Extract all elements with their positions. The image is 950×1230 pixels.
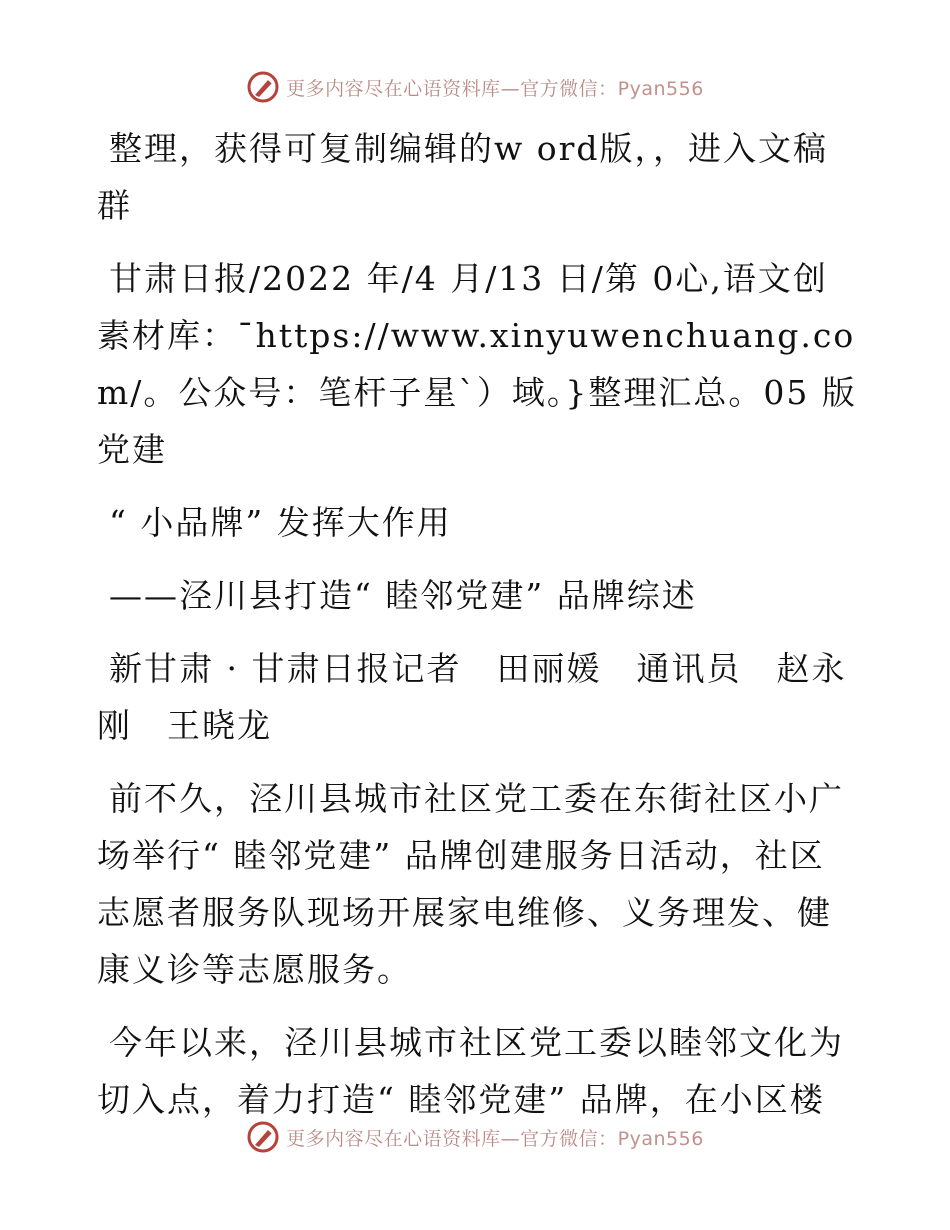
watermark-text: 更多内容尽在心语资料库—官方微信：Pyan556 (286, 1127, 704, 1150)
pen-circle-logo-icon (246, 70, 280, 104)
article-title: “ 小品牌” 发挥大作用 (109, 503, 452, 542)
byline: 新甘肃 · 甘肃日报记者 田丽媛 通讯员 赵永刚 王晓龙 (97, 649, 847, 745)
watermark-text: 更多内容尽在心语资料库—官方微信：Pyan556 (286, 77, 704, 100)
paragraph: 整理，获得可复制编辑的w ord版，，进入文稿群 (97, 129, 829, 225)
paragraph: 前不久，泾川县城市社区党工委在东街社区小广场举行“ 睦邻党建” 品牌创建服务日活动，社区志愿者服务队现场开展家电维修、义务理发、健康义诊等志愿服务。 (97, 779, 844, 989)
pen-circle-logo-icon (246, 1120, 280, 1154)
article-subtitle: ——泾川县打造“ 睦邻党建” 品牌综述 (109, 576, 697, 615)
paragraph: 甘肃日报/2022 年/4 月/13 日/第 0心,语文创素材库：¯https://www.xinyuwenchuang.com/。公众号：笔杆子星`）域。}整理汇总。05 版党建 (97, 259, 857, 469)
paragraph: 今年以来，泾川县城市社区党工委以睦邻文化为切入点，着力打造“ 睦邻党建” 品牌，在小区楼 (97, 1023, 844, 1119)
document-body (97, 120, 857, 1144)
footer-watermark (0, 1120, 950, 1154)
header-watermark (0, 70, 950, 104)
